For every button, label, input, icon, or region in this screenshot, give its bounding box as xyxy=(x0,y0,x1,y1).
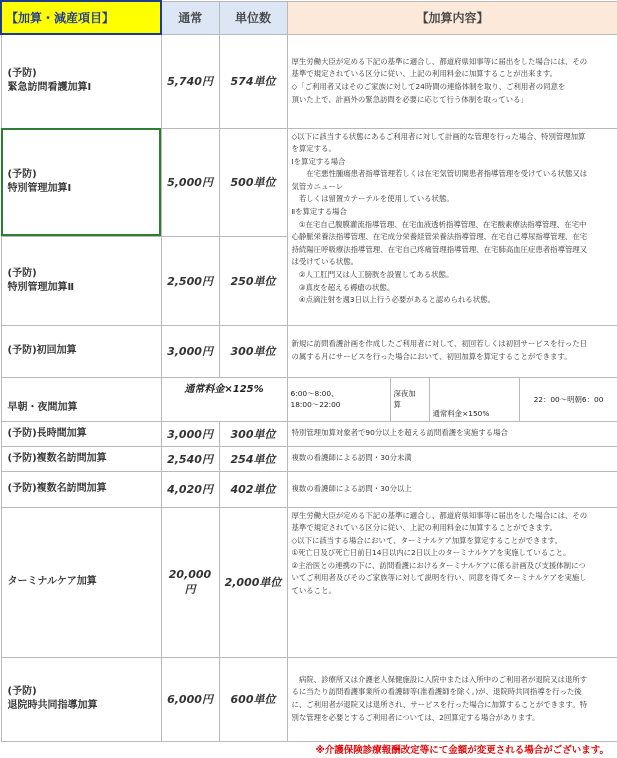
item-unit: 300単位 xyxy=(219,421,287,446)
item-description: 複数の看護師による訪問・30分以上 xyxy=(287,471,617,507)
table-row xyxy=(1,377,617,421)
time-line: 6:00～8:00、 xyxy=(290,389,339,398)
midnight-time: 22：00～明朝6：00 xyxy=(519,377,617,421)
desc-line: ◇「ご利用者又はそのご家族に対して24時間の連絡体制を取り、ご利用者の同意を xyxy=(291,82,566,91)
desc-line: Ⅱを算定する場合 xyxy=(291,207,347,217)
table-row xyxy=(1,471,617,507)
price-line: 20,000 xyxy=(168,567,212,581)
desc-line: 別な管理を必要とするご利用者については、2回算定する場合があります。 xyxy=(291,712,540,722)
table-row xyxy=(1,128,617,236)
table-row xyxy=(1,325,617,377)
item-price: 3,000円 xyxy=(161,325,219,377)
desc-line: 厚生労働大臣が定める下記の基準に適合し、都道府県知事等に届出をした場合には、その xyxy=(291,510,588,520)
desc-line: 新規に訪問看護計画を作成したご利用者に対して、初回若しくは初回サービスを行った日 xyxy=(291,339,587,349)
item-name xyxy=(1,34,161,128)
item-price: 2,540円 xyxy=(161,446,219,471)
item-unit: 250単位 xyxy=(219,236,287,325)
item-description: 複数の看護師による訪問・30分未満 xyxy=(287,446,617,471)
item-name-line: 特別管理加算Ⅰ xyxy=(7,183,72,194)
item-name-line: (予防) xyxy=(7,267,37,279)
desc-line: は受けている状態。 xyxy=(291,257,359,267)
item-name: (予防)長時間加算 xyxy=(1,421,161,446)
item-name: (予防)初回加算 xyxy=(1,325,161,377)
desc-line: ◇以下に該当する場合において、ターミナルケア加算を算定することができます。 xyxy=(291,535,562,545)
item-name: ターミナルケア加算 xyxy=(1,507,161,657)
desc-line: を算定する。 xyxy=(291,144,336,154)
desc-line: るに当たり訪問看護事業所の看護師等(准看護師を除く。)が、退院時共同指導を行った後 xyxy=(291,687,582,697)
desc-line: いてご利用者及びそのご家族等に対して説明を行い、同意を得てターミナルケアを実施し xyxy=(291,573,587,583)
table-row xyxy=(1,657,617,741)
item-description xyxy=(287,657,617,741)
desc-line: ③真皮を超える褥瘡の状態。 xyxy=(291,282,395,292)
early-night-times xyxy=(287,377,390,421)
desc-line: 在宅悪性腫瘍患者指導管理若しくは在宅気管切開患者指導管理を受けている状態又は xyxy=(291,169,588,179)
item-name-line: 緊急訪問看護加算Ⅰ xyxy=(7,82,92,94)
item-name: (予防)複数名訪問加算 xyxy=(1,471,161,507)
item-name-line: (予防) xyxy=(7,68,37,80)
item-price: 3,000円 xyxy=(161,421,219,446)
desc-line: ②人工肛門又は人工膀胱を設置してある状態。 xyxy=(291,270,454,280)
desc-line: 基準で規定されている区分に従い、上記の利用料金に加算することが出来ます。 xyxy=(291,69,557,79)
item-name-line: 退院時共同指導加算 xyxy=(7,700,98,711)
header-price: 通常 xyxy=(161,1,219,34)
midnight-rate: 通常料金×150% xyxy=(429,377,519,421)
desc-line: ①在宅自己腹膜灌流指導管理、在宅血液透析指導管理、在宅酸素療法指導管理、在宅中 xyxy=(291,219,587,229)
item-price: 6,000円 xyxy=(161,657,219,741)
table-row xyxy=(1,446,617,471)
item-unit: 500単位 xyxy=(219,128,287,236)
table-row xyxy=(1,34,617,128)
header-unit: 単位数 xyxy=(219,1,287,34)
item-name-line: 特別管理加算Ⅱ xyxy=(7,281,75,293)
item-price: 5,740円 xyxy=(161,34,219,128)
header-name: 【加算・減産項目】 xyxy=(1,1,161,34)
desc-line: 気管カニューレ xyxy=(291,181,344,191)
desc-line: ②主治医との連携の下に、訪問看護におけるターミナルケアに係る計画及び支援体制につ xyxy=(291,560,586,570)
desc-line: 心静脈栄養法指導管理、在宅成分栄養経管栄養法指導管理、在宅自己導尿指導管理、在宅 xyxy=(291,232,588,242)
table-row xyxy=(1,421,617,446)
item-description: 特別管理加算対象者で90分以上を超える訪問看護を実施する場合 xyxy=(287,421,617,446)
desc-line: 若しくは留置カテーテルを使用している状態。 xyxy=(291,194,454,204)
time-line: 18:00～22:00 xyxy=(290,400,341,409)
item-name xyxy=(1,236,161,325)
footnote: ※介護保険診療報酬改定等にて金額が変更される場合がございます。 xyxy=(315,745,609,756)
item-description xyxy=(287,34,617,128)
desc-line: ◇以下に該当する状態にあるご利用者に対して計画的な管理を行った場合、特別管理加算 xyxy=(291,131,586,141)
midnight-label-line: 深夜加 xyxy=(393,389,416,398)
item-unit: 600単位 xyxy=(219,657,287,741)
desc-line: 病院、診療所又は介護老人保健施設に入院中または入所中のご利用者が退院又は退所す xyxy=(291,674,588,684)
early-night-rate: 通常料金×125% xyxy=(161,377,287,421)
midnight-label-line: 算 xyxy=(393,400,401,409)
item-price: 5,000円 xyxy=(161,128,219,236)
item-name-line: (予防) xyxy=(7,169,37,180)
item-name: 早朝・夜間加算 xyxy=(1,377,161,421)
header-content: 【加算内容】 xyxy=(287,1,617,34)
desc-line: 持続陽圧呼吸療法指導管理、在宅自己疼痛管理指導管理、在宅肺高血圧症患者指導管理又 xyxy=(291,244,588,254)
header-row xyxy=(1,1,617,34)
item-name-line: (予防) xyxy=(7,686,37,697)
desc-line: 頂いた上で、計画外の緊急訪問を必要に応じて行う体制を取っている」 xyxy=(291,94,528,104)
item-description xyxy=(287,507,617,657)
item-unit: 2,000単位 xyxy=(219,507,287,657)
desc-line: の属する月にサービスを行った場合において、初回加算を算定することができます。 xyxy=(291,352,572,361)
desc-line: 厚生労働大臣が定める下記の基準に適合し、都道府県知事等に届出をした場合には、その xyxy=(291,56,588,66)
item-unit: 300単位 xyxy=(219,325,287,377)
item-name: (予防)複数名訪問加算 xyxy=(1,446,161,471)
special-management-description xyxy=(287,128,617,325)
table-row xyxy=(1,507,617,657)
desc-line: ていること。 xyxy=(291,586,336,596)
desc-line: Ⅰを算定する場合 xyxy=(291,156,346,166)
desc-line: に、ご利用者が退院又は退所され、サービスを行った場合に加算することができます。特 xyxy=(291,700,587,709)
item-price: 4,020円 xyxy=(161,471,219,507)
item-unit: 402単位 xyxy=(219,471,287,507)
item-unit: 574単位 xyxy=(219,34,287,128)
item-name xyxy=(1,657,161,741)
desc-line: ①死亡日及び死亡日前日14日以内に2日以上のターミナルケアを実施していること。 xyxy=(291,548,571,558)
price-line: 円 xyxy=(184,582,196,596)
item-price xyxy=(161,507,219,657)
desc-line: ④点滴注射を週3日以上行う必要があると認められる状態。 xyxy=(291,295,495,305)
item-price: 2,500円 xyxy=(161,236,219,325)
item-description xyxy=(287,325,617,377)
item-name[interactable] xyxy=(1,128,161,236)
midnight-label xyxy=(390,377,429,421)
desc-line: 基準で規定されている区分に従い、上記の利用料金に加算することができます。 xyxy=(291,523,557,533)
item-unit: 254単位 xyxy=(219,446,287,471)
